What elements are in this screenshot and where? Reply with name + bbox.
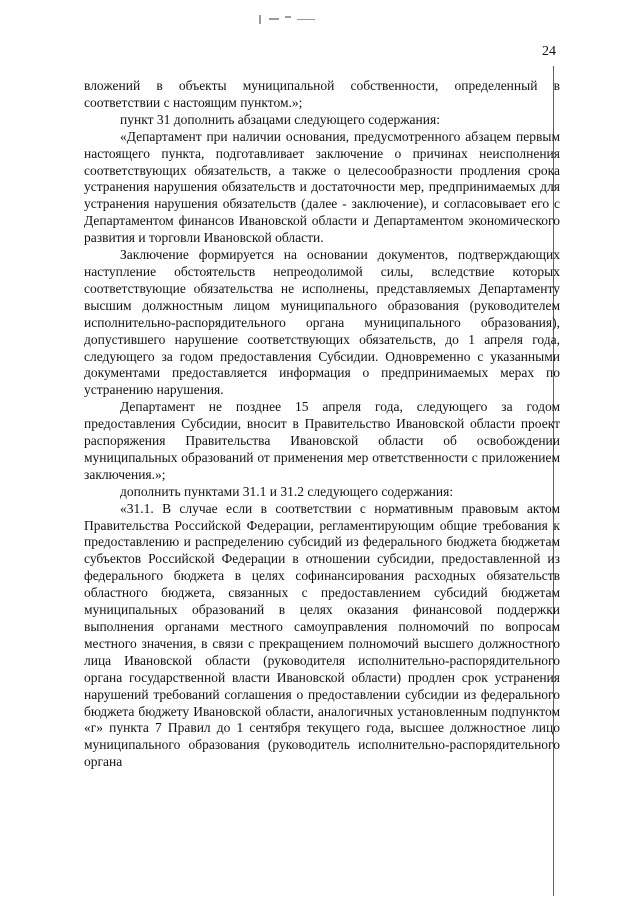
paragraph: вложений в объекты муниципальной собственности, определенный в соответствии с настоящим пунктом.»;: [84, 78, 560, 110]
scan-artifact: [255, 12, 325, 26]
paragraph: дополнить пунктами 31.1 и 31.2 следующего содержания:: [120, 483, 454, 499]
document-body: [84, 78, 560, 771]
paragraph: пункт 31 дополнить абзацами следующего содержания:: [120, 111, 440, 127]
paragraph: Заключение формируется на основании документов, подтверждающих наступление обстоятельств непреодолимой силы, вследствие которых соответствующие обязательства не исполнены, представляемых Департаменту высшим должностным лицом муниципального образования (руководителем исполнительно-распорядительного органа муниципального образования), допустившего нарушение соответствующих обязательств, до 1 апреля года, следующего за годом предоставления Субсидии. Одновременно с указанными документами предоставляется информация о предпринимаемых мерах по устранению нарушения.: [84, 247, 560, 398]
paragraph: Департамент не позднее 15 апреля года, следующего за годом предоставления Субсидии, вносит в Правительство Ивановской области проект распоряжения Правительства Ивановской области об освобождении муниципальных образований от применения мер ответственности с приложением заключения.»;: [84, 399, 560, 482]
paragraph: «31.1. В случае если в соответствии с нормативным правовым актом Правительства Российской Федерации, регламентирующим общие требования к предоставлению и распределению субсидий из федерального бюджета бюджетам субъектов Российской Федерации в отношении субсидии, предоставленной из федерального бюджета в целях софинансирования расходных обязательств областного бюджета, связанных с предоставлением субсидий бюджетам муниципальных образований в целях оказания финансовой поддержки выполнения органами местного самоуправления полномочий по вопросам местного значения, в связи с прекращением полномочий высшего должностного лица Ивановской области (руководителя исполнительно-распорядительного органа государственной власти Ивановской области) продлен срок устранения нарушений требований соглашения о предоставлении субсидии из федерального бюджета бюджету Ивановской области, аналогичных установленным подпунктом «г» пункта 7 Правил до 1 сентября текущего года, высшее должностное лицо муниципального образования (руководитель исполнительно-распорядительного органа: [84, 500, 560, 770]
paragraph: «Департамент при наличии основания, предусмотренного абзацем первым настоящего пункта, подготавливает заключение о причинах неисполнения соответствующих обязательств, а также о целесообразности продления срока устранения нарушения обязательств и достаточности мер, предпринимаемых для устранения нарушения обязательств (далее - заключение), и согласовывает его с Департаментом финансов Ивановской области и Департаментом экономического развития и торговли Ивановской области.: [84, 128, 560, 246]
page-number: 24: [542, 44, 556, 59]
